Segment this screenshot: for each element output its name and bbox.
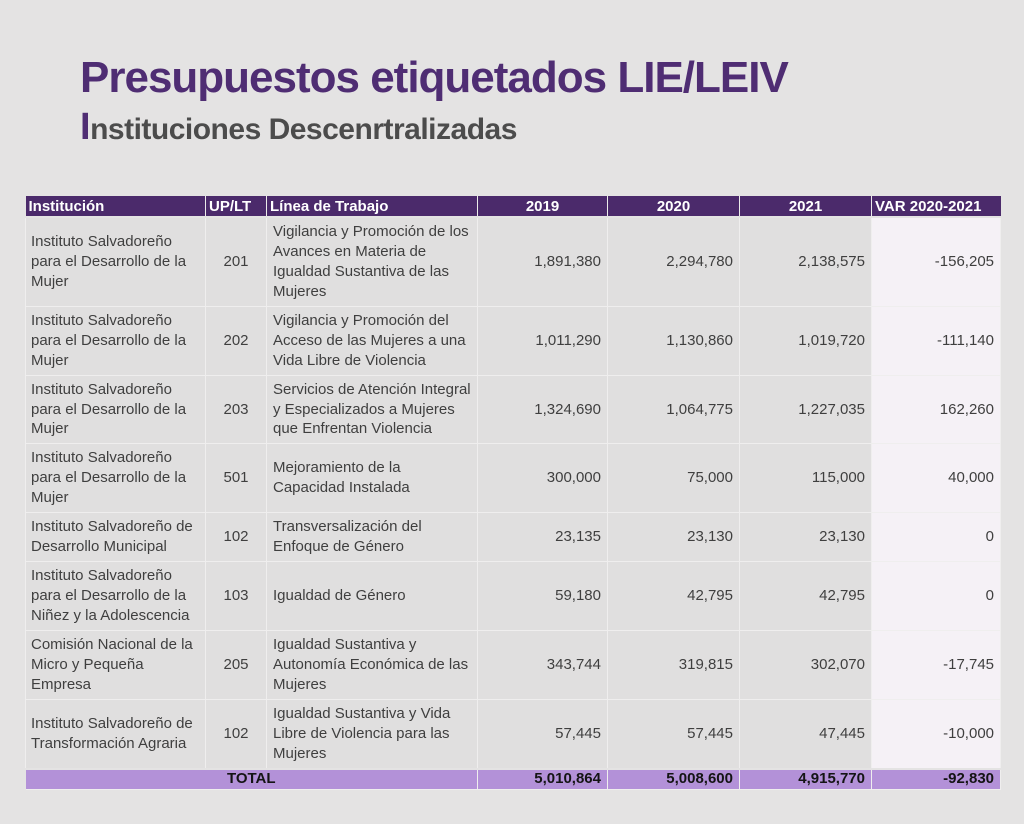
subtitle-text: nstituciones Descenrtralizadas bbox=[90, 113, 517, 146]
cell-var-2020-2021: 0 bbox=[872, 562, 1001, 631]
cell-2019: 343,744 bbox=[478, 630, 608, 699]
cell-linea-de-trabajo: Transversalización del Enfoque de Género bbox=[267, 513, 478, 562]
cell-up-lt: 102 bbox=[206, 699, 267, 768]
budget-table bbox=[25, 196, 1001, 790]
cell-institucion: Instituto Salvadoreño para el Desarrollo de la Mujer bbox=[26, 217, 206, 306]
subtitle-initial: I bbox=[80, 106, 91, 148]
col-header-up-lt: UP/LT bbox=[206, 196, 267, 217]
cell-var-2020-2021: 162,260 bbox=[872, 375, 1001, 444]
cell-2019: 59,180 bbox=[478, 562, 608, 631]
cell-up-lt: 203 bbox=[206, 375, 267, 444]
cell-2020: 1,064,775 bbox=[608, 375, 740, 444]
cell-linea-de-trabajo: Vigilancia y Promoción de los Avances en Materia de Igualdad Sustantiva de las Mujeres bbox=[267, 217, 478, 306]
cell-linea-de-trabajo: Servicios de Atención Integral y Especializados a Mujeres que Enfrentan Violencia bbox=[267, 375, 478, 444]
cell-institucion: Comisión Nacional de la Micro y Pequeña Empresa bbox=[26, 630, 206, 699]
cell-linea-de-trabajo: Igualdad de Género bbox=[267, 562, 478, 631]
cell-2019: 23,135 bbox=[478, 513, 608, 562]
cell-2020: 42,795 bbox=[608, 562, 740, 631]
cell-up-lt: 202 bbox=[206, 306, 267, 375]
cell-var-2020-2021: -156,205 bbox=[872, 217, 1001, 306]
total-2021: 4,915,770 bbox=[740, 769, 872, 790]
cell-institucion: Instituto Salvadoreño de Desarrollo Municipal bbox=[26, 513, 206, 562]
table-row bbox=[26, 562, 1001, 631]
cell-institucion: Instituto Salvadoreño para el Desarrollo de la Mujer bbox=[26, 444, 206, 513]
cell-up-lt: 501 bbox=[206, 444, 267, 513]
cell-2020: 57,445 bbox=[608, 699, 740, 768]
cell-2020: 23,130 bbox=[608, 513, 740, 562]
cell-linea-de-trabajo: Igualdad Sustantiva y Autonomía Económica de las Mujeres bbox=[267, 630, 478, 699]
cell-2019: 300,000 bbox=[478, 444, 608, 513]
table-row bbox=[26, 217, 1001, 306]
col-header-2021: 2021 bbox=[740, 196, 872, 217]
total-2020: 5,008,600 bbox=[608, 769, 740, 790]
cell-2019: 1,011,290 bbox=[478, 306, 608, 375]
col-header-institucion: Institución bbox=[26, 196, 206, 217]
page-title: Presupuestos etiquetados LIE/LEIV bbox=[80, 53, 788, 102]
cell-linea-de-trabajo: Mejoramiento de la Capacidad Instalada bbox=[267, 444, 478, 513]
col-header-2019: 2019 bbox=[478, 196, 608, 217]
table-row bbox=[26, 306, 1001, 375]
cell-2021: 2,138,575 bbox=[740, 217, 872, 306]
cell-2021: 302,070 bbox=[740, 630, 872, 699]
cell-up-lt: 102 bbox=[206, 513, 267, 562]
total-2019: 5,010,864 bbox=[478, 769, 608, 790]
cell-institucion: Instituto Salvadoreño para el Desarrollo de la Niñez y la Adolescencia bbox=[26, 562, 206, 631]
cell-var-2020-2021: 0 bbox=[872, 513, 1001, 562]
cell-2021: 23,130 bbox=[740, 513, 872, 562]
cell-linea-de-trabajo: Igualdad Sustantiva y Vida Libre de Violencia para las Mujeres bbox=[267, 699, 478, 768]
total-var-2020-2021: -92,830 bbox=[872, 769, 1001, 790]
cell-var-2020-2021: 40,000 bbox=[872, 444, 1001, 513]
cell-2021: 47,445 bbox=[740, 699, 872, 768]
cell-2021: 1,019,720 bbox=[740, 306, 872, 375]
cell-institucion: Instituto Salvadoreño para el Desarrollo de la Mujer bbox=[26, 306, 206, 375]
total-row bbox=[26, 769, 1001, 790]
cell-var-2020-2021: -111,140 bbox=[872, 306, 1001, 375]
col-header-linea-de-trabajo: Línea de Trabajo bbox=[267, 196, 478, 217]
cell-2021: 1,227,035 bbox=[740, 375, 872, 444]
table-row bbox=[26, 630, 1001, 699]
table-row bbox=[26, 375, 1001, 444]
page-subtitle bbox=[80, 108, 1024, 146]
cell-2019: 1,324,690 bbox=[478, 375, 608, 444]
cell-linea-de-trabajo: Vigilancia y Promoción del Acceso de las Mujeres a una Vida Libre de Violencia bbox=[267, 306, 478, 375]
table-row bbox=[26, 513, 1001, 562]
table-row bbox=[26, 444, 1001, 513]
col-header-2020: 2020 bbox=[608, 196, 740, 217]
table-header-row bbox=[26, 196, 1001, 217]
cell-up-lt: 201 bbox=[206, 217, 267, 306]
cell-2021: 115,000 bbox=[740, 444, 872, 513]
col-header-var-2020-2021: VAR 2020-2021 bbox=[872, 196, 1001, 217]
cell-2020: 2,294,780 bbox=[608, 217, 740, 306]
cell-2019: 57,445 bbox=[478, 699, 608, 768]
cell-2020: 75,000 bbox=[608, 444, 740, 513]
total-label: TOTAL bbox=[26, 769, 478, 790]
cell-2020: 1,130,860 bbox=[608, 306, 740, 375]
cell-up-lt: 205 bbox=[206, 630, 267, 699]
cell-2019: 1,891,380 bbox=[478, 217, 608, 306]
cell-var-2020-2021: -17,745 bbox=[872, 630, 1001, 699]
cell-up-lt: 103 bbox=[206, 562, 267, 631]
slide-canvas bbox=[0, 53, 1024, 824]
cell-institucion: Instituto Salvadoreño de Transformación Agraria bbox=[26, 699, 206, 768]
cell-institucion: Instituto Salvadoreño para el Desarrollo de la Mujer bbox=[26, 375, 206, 444]
cell-var-2020-2021: -10,000 bbox=[872, 699, 1001, 768]
table-row bbox=[26, 699, 1001, 768]
cell-2021: 42,795 bbox=[740, 562, 872, 631]
cell-2020: 319,815 bbox=[608, 630, 740, 699]
